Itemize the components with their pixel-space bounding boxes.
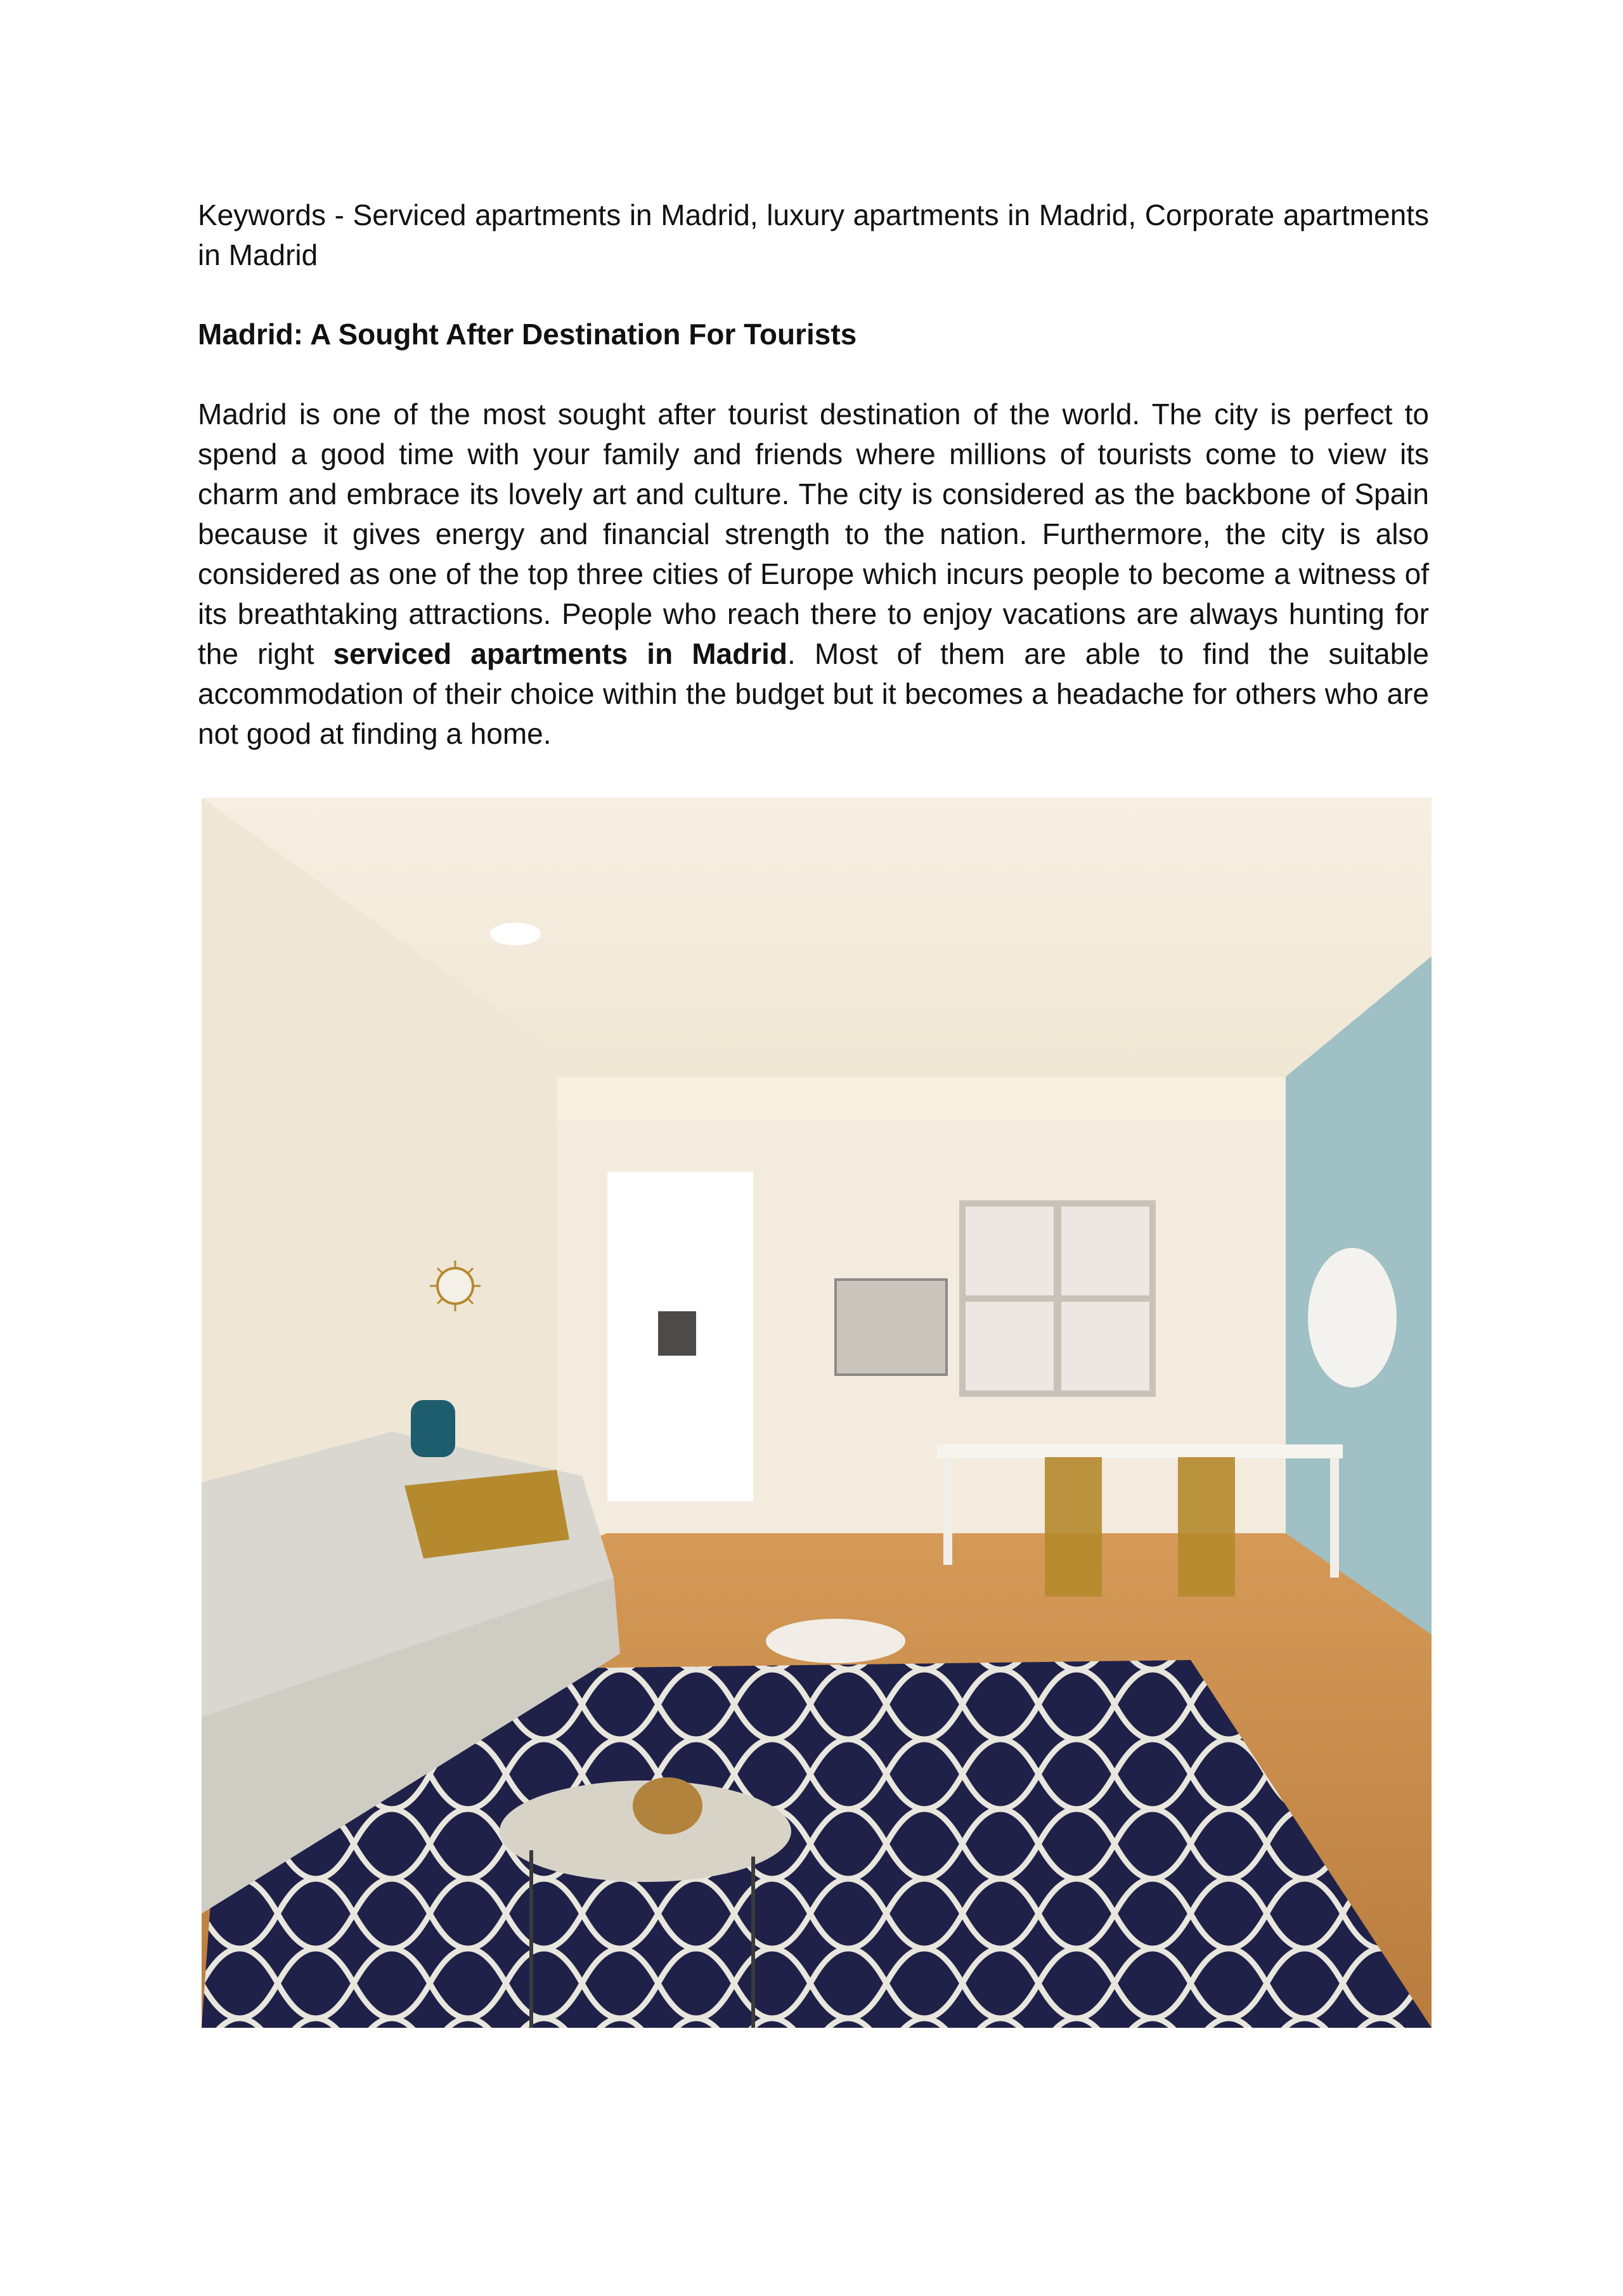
apartment-living-room-photo [202,798,1432,2028]
section-heading: Madrid: A Sought After Destination For Tourists [198,318,857,351]
dining-table [937,1444,1343,1458]
paragraph-text-end: . Most of them are able to find the suitable accommodation of their choice within the budget but it becomes a headache for others who are not good at finding a home. [198,637,1429,750]
paragraph-text: Madrid is one of the most sought after tourist destination of the world. The city is perfect to spend a good time with your family and friends where millions of tourists come to view its charm and embrace its lovely art and culture. The city is considered as the backbone of Spain because it gives energy and financial strength to the nation. Furthermore, the city is also considered as one of the top three cities of Europe which incurs people to become a witness of its breathtaking attractions. People who reach there to enjoy vacations are always hunting for the right [198,398,1429,670]
keywords-line: Keywords - Serviced apartments in Madrid, luxury apartments in Madrid, Corporate apartments in Madrid [198,198,1429,271]
small-side-table [766,1619,905,1663]
paragraph-bold-keyword: serviced apartments in Madrid [333,637,787,670]
body-paragraph [198,394,1429,754]
